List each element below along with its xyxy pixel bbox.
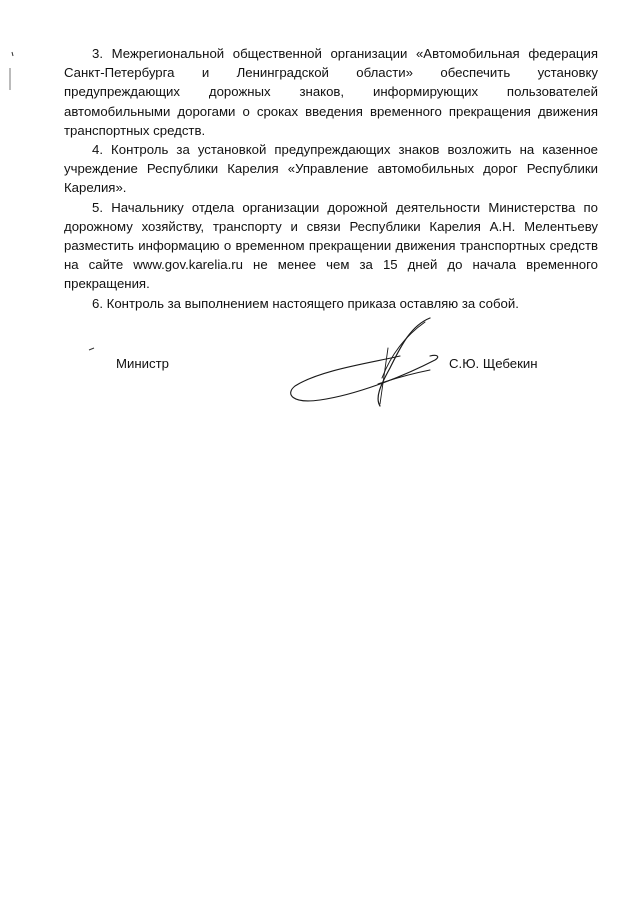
paragraph-4: 4. Контроль за установкой предупреждающих знаков возложить на казенное учреждение Республики Карелия «Управление автомобильных дорог Республики Карелия». — [64, 142, 598, 196]
paragraph-6: 6. Контроль за выполнением настоящего приказа оставляю за собой. — [92, 295, 519, 311]
handwritten-signature — [280, 308, 440, 408]
paragraph-5: 5. Начальнику отдела организации дорожной деятельности Министерства по дорожному хозяйству, транспорту и связи Республики Карелия А.Н. Мелентьеву разместить информацию о временном прекращении движения транспортных средств на сайте www.gov.karelia.ru не менее чем за 15 дней до начала временного прекращения. — [64, 199, 598, 292]
document-body — [64, 44, 598, 313]
paragraph-3: 3. Межрегиональной общественной организации «Автомобильная федерация Санкт-Петербурга и Ленинградской области» обеспечить установку предупреждающих дорожных знаков, информирующих пользователей автомобильными дорогами о сроках введения временного прекращения движения транспортных средств. — [64, 46, 598, 138]
signatory-name: С.Ю. Щебекин — [449, 356, 538, 371]
scan-artifact-mark — [4, 50, 16, 94]
scan-artifact-dot — [88, 346, 96, 352]
signatory-title: Министр — [116, 356, 169, 371]
signature-block — [0, 300, 640, 420]
